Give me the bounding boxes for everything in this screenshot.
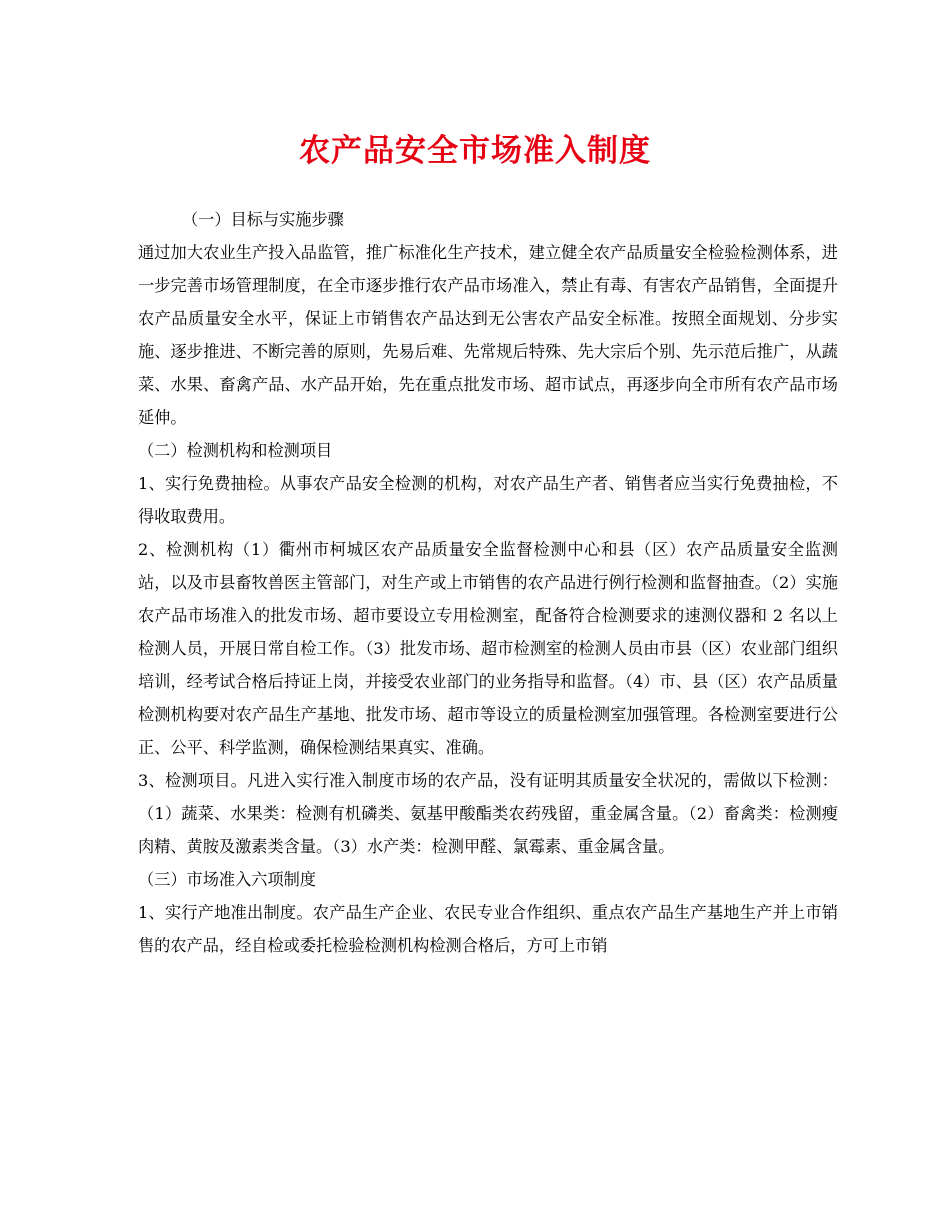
paragraph-testing-institutions: 2、检测机构（1）衢州市柯城区农产品质量安全监督检测中心和县（区）农产品质量安全监测站，以及市县畜牧兽医主管部门，对生产或上市销售的农产品进行例行检测和监督抽查。（2）实施农产品市场准入的批发市场、超市要设立专用检测室，配备符合检测要求的速测仪器和 2 名以上检测人员，开展日常自检工作。（3）批发市场、超市检测室的检测人员由市县（区）农业部门组织培训，经考试合格后持证上岗，并接受农业部门的业务指导和监督。（4）市、县（区）农产品质量检测机构要对农产品生产基地、批发市场、超市等设立的质量检测室加强管理。各检测室要进行公正、公平、科学监测，确保检测结果真实、准确。 [138,540,838,757]
document-title: 农产品安全市场准入制度 [299,133,651,169]
paragraph-goals: 通过加大农业生产投入品监管，推广标准化生产技术，建立健全农产品质量安全检验检测体系，进一步完善市场管理制度，在全市逐步推行农产品市场准入，禁止有毒、有害农产品销售，全面提升农产品质量安全水平，保证上市销售农产品达到无公害农产品安全标准。按照全面规划、分步实施、逐步推进、不断完善的原则，先易后难、先常规后特殊、先大宗后个别、先示范后推广，从蔬菜、水果、畜禽产品、水产品开始，先在重点批发市场、超市试点，再逐步向全市所有农产品市场延伸。 [138,243,838,427]
document-body [138,203,838,962]
section-heading-goals: （一）目标与实施步骤 [182,210,344,229]
paragraph-free-sampling: 1、实行免费抽检。从事农产品安全检测的机构，对农产品生产者、销售者应当实行免费抽检，不得收取费用。 [138,474,838,526]
paragraph-testing-items: 3、检测项目。凡进入实行准入制度市场的农产品，没有证明其质量安全状况的，需做以下检测：（1）蔬菜、水果类：检测有机磷类、氨基甲酸酯类农药残留，重金属含量。（2）畜禽类：检测瘦肉精、黄胺及激素类含量。（3）水产类：检测甲醛、氯霉素、重金属含量。 [138,771,838,856]
section-heading-testing: （二）检测机构和检测项目 [138,441,333,460]
paragraph-origin-release: 1、实行产地准出制度。农产品生产企业、农民专业合作组织、重点农产品生产基地生产并上市销售的农产品，经自检或委托检验检测机构检测合格后，方可上市销 [138,903,838,955]
section-heading-six-systems: （三）市场准入六项制度 [138,870,317,889]
